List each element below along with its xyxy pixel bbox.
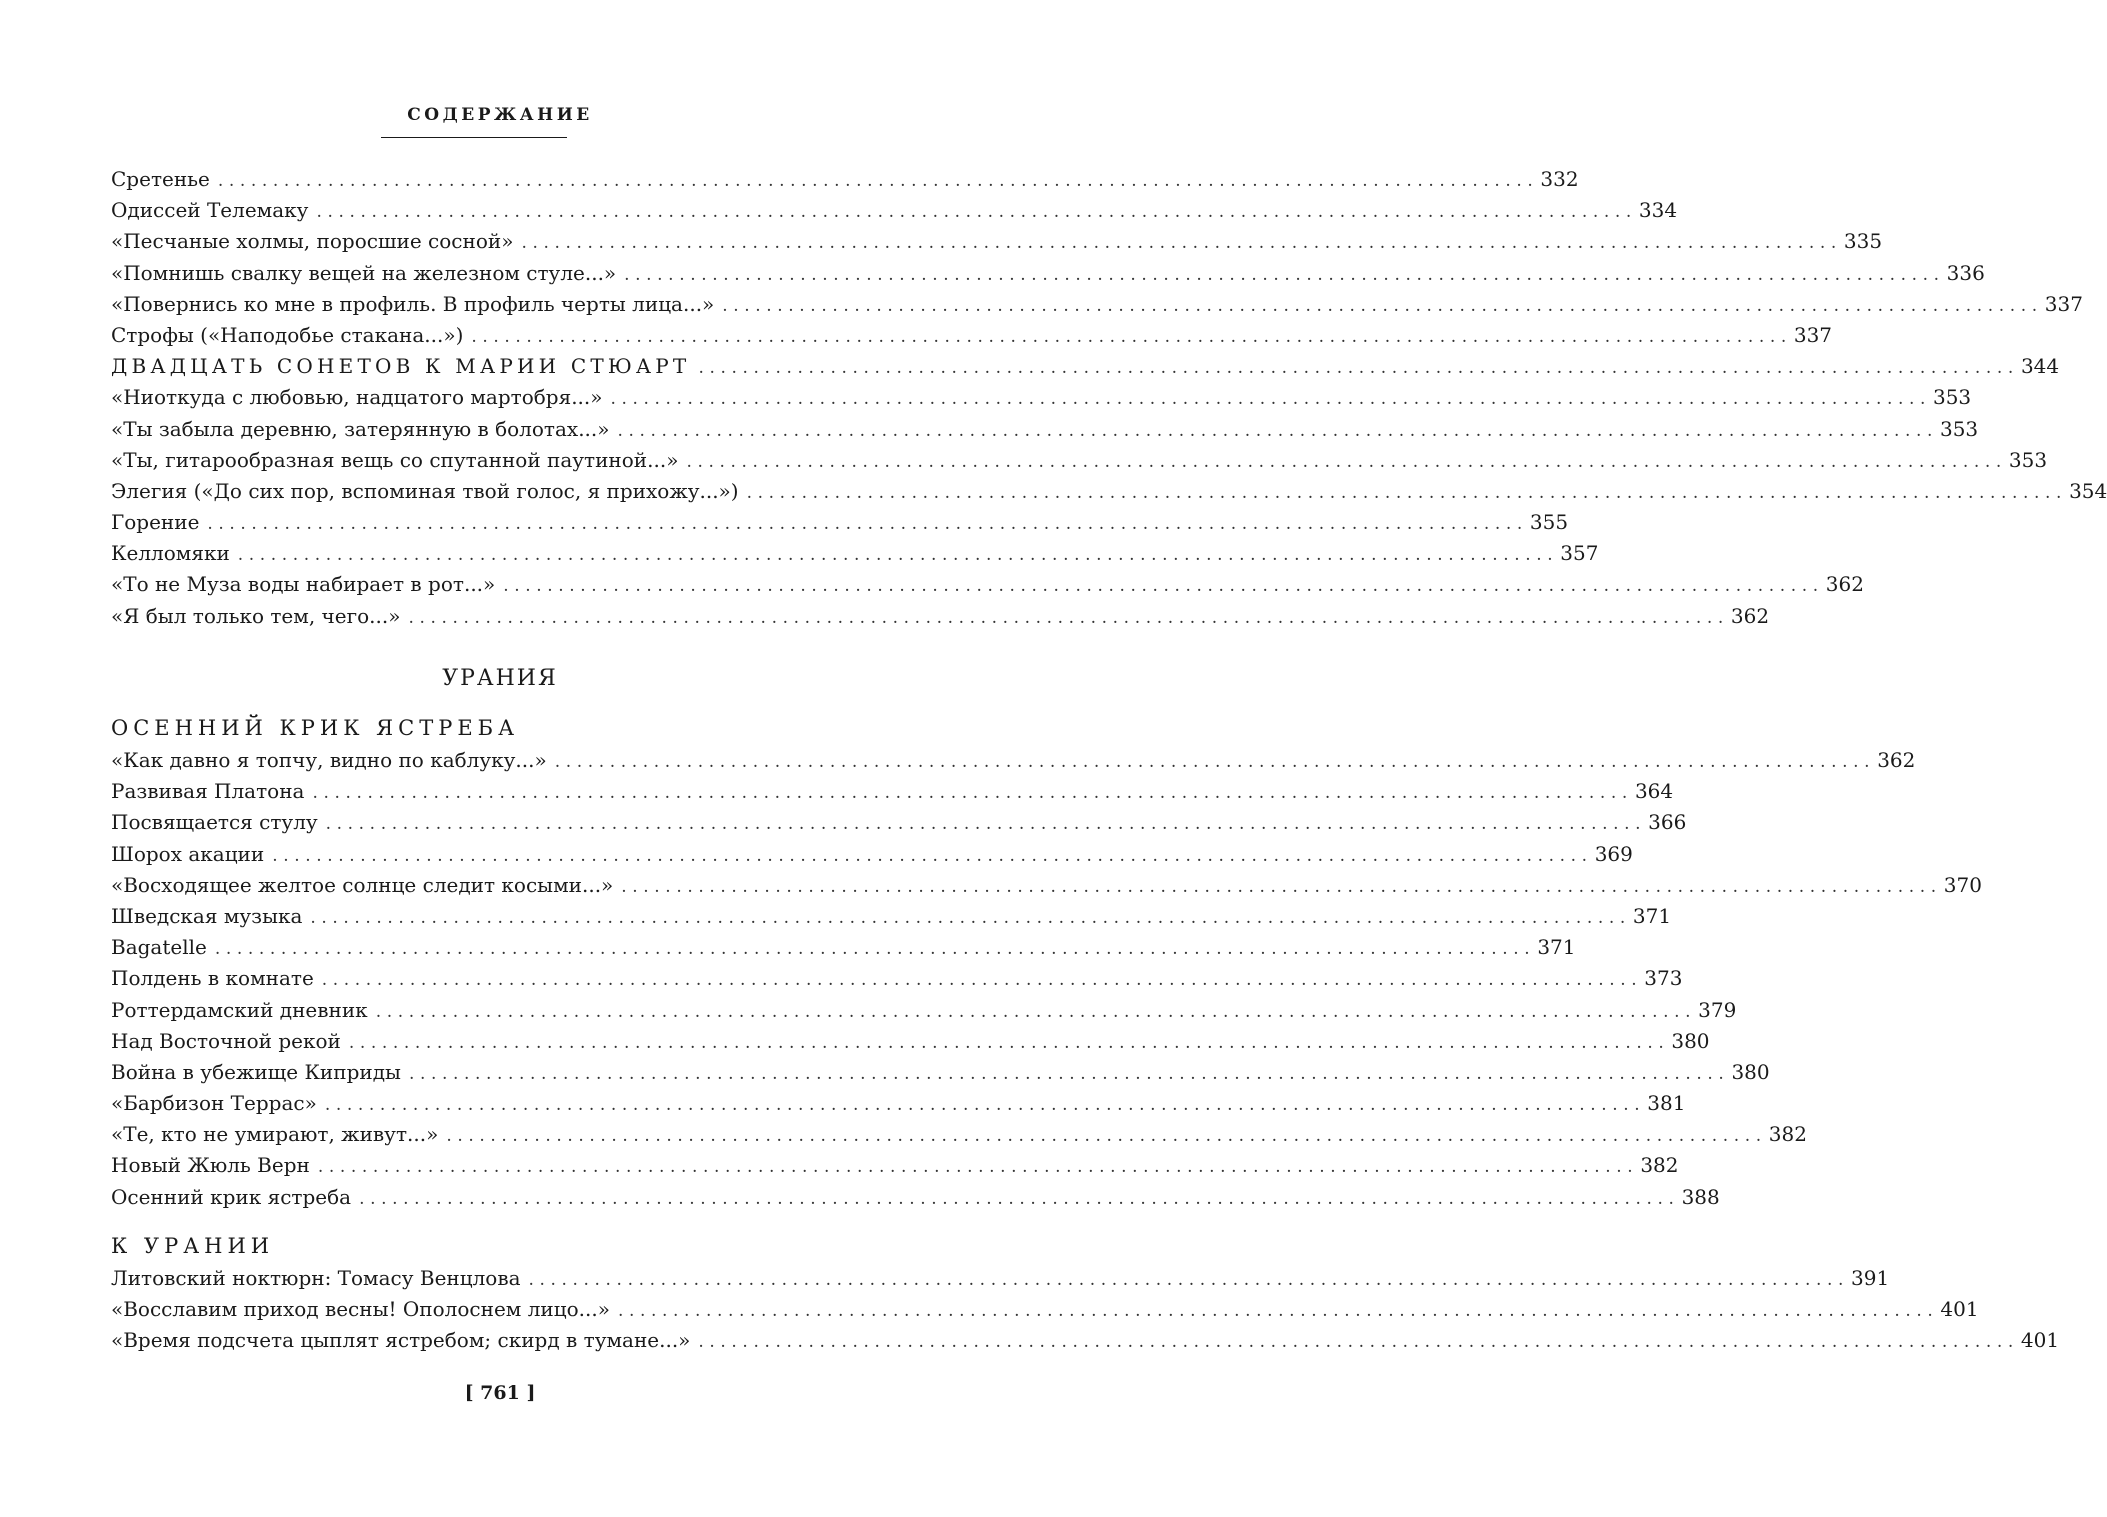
- header-rule: [381, 137, 567, 138]
- toc-dot-leader: ........................................................................................................................: [521, 233, 1842, 254]
- toc-entry-page: 371: [1537, 935, 1576, 960]
- toc-dot-leader: ........................................................................................................................: [698, 1332, 2019, 1353]
- toc-entry: [111, 167, 1579, 198]
- toc-entry-page: 370: [1943, 872, 1982, 897]
- toc-dot-leader: ........................................................................................................................: [624, 264, 1945, 285]
- toc-entry-title: «Восславим приход весны! Ополоснем лицо...»: [111, 1297, 610, 1322]
- toc-dot-leader: ........................................................................................................................: [408, 607, 1729, 628]
- toc-entry-title: «То не Муза воды набирает в рот...»: [111, 572, 496, 597]
- toc-dot-leader: ........................................................................................................................: [375, 1001, 1697, 1022]
- toc-entry-page: 381: [1647, 1091, 1686, 1116]
- toc-dot-leader: ........................................................................................................................: [610, 389, 1931, 410]
- toc-entry-page: 362: [1825, 572, 1864, 597]
- toc-entry-title: «Повернись ко мне в профиль. В профиль черты лица...»: [111, 291, 715, 316]
- toc-entry-title: «Те, кто не умирают, живут...»: [111, 1122, 439, 1147]
- toc-entry: [111, 1184, 1720, 1216]
- toc-entry-page: 337: [2044, 291, 2083, 316]
- toc-dot-leader: ........................................................................................................................: [722, 295, 2043, 316]
- toc-entry: [111, 229, 1883, 260]
- toc-entry-page: 355: [1529, 510, 1569, 535]
- toc-entry-title: «Помнишь свалку вещей на железном стуле...»: [111, 260, 617, 285]
- toc-dot-leader: ........................................................................................................................: [359, 1188, 1680, 1209]
- toc-entry-page: 353: [1939, 416, 1979, 441]
- toc-dot-leader: ........................................................................................................................: [310, 907, 1631, 928]
- toc-list-part3: [111, 1266, 2060, 1360]
- toc-entry: [111, 903, 1672, 935]
- toc-entry: [111, 872, 1982, 904]
- toc-entry: [111, 510, 1569, 541]
- toc-dot-leader: ........................................................................................................................: [746, 482, 2068, 503]
- toc-entry: [111, 841, 1633, 873]
- toc-dot-leader: ........................................................................................................................: [617, 420, 1938, 441]
- toc-entry-page: 357: [1560, 541, 1599, 566]
- toc-dot-leader: ........................................................................................................................: [528, 1270, 1849, 1290]
- toc-dot-leader: ........................................................................................................................: [617, 1301, 1939, 1322]
- toc-entry-page: 366: [1648, 810, 1687, 835]
- toc-dot-leader: ........................................................................................................................: [348, 1032, 1670, 1053]
- toc-entry-page: 353: [2008, 447, 2048, 472]
- toc-entry-title: Элегия («До сих пор, вспоминая твой голос, я прихожу...»): [111, 478, 739, 503]
- toc-dot-leader: ........................................................................................................................: [207, 514, 1528, 535]
- toc-dot-leader: ........................................................................................................................: [621, 876, 1942, 897]
- toc-entry-title: Над Восточной рекой: [111, 1028, 341, 1053]
- toc-entry-page: 380: [1671, 1028, 1710, 1053]
- toc-entry: [111, 447, 2048, 479]
- toc-entry-title: Осенний крик ястреба: [111, 1184, 352, 1209]
- toc-entry: [111, 198, 1678, 229]
- toc-entry: [111, 748, 1916, 779]
- toc-dot-leader: ........................................................................................................................: [321, 970, 1643, 991]
- toc-entry: [111, 385, 1972, 416]
- toc-entry-page: 353: [1932, 385, 1972, 410]
- toc-entry-page: 380: [1731, 1059, 1770, 1084]
- toc-entry-title: Роттердамский дневник: [111, 997, 368, 1022]
- toc-entry-title: «Я был только тем, чего...»: [111, 603, 401, 628]
- toc-entry: [111, 1028, 1710, 1060]
- toc-dot-leader: ........................................................................................................................: [237, 545, 1559, 566]
- toc-entry: [111, 354, 2060, 385]
- toc-entry-title: «Как давно я топчу, видно по каблуку...»: [111, 748, 547, 772]
- toc-entry-title: «Ниоткуда с любовью, надцатого мартобря...»: [111, 385, 603, 410]
- toc-entry: [111, 779, 1674, 810]
- toc-entry: [111, 1153, 1679, 1184]
- subsection-title-to-urania: К УРАНИИ: [111, 1234, 275, 1258]
- toc-entry-page: 388: [1681, 1184, 1720, 1209]
- toc-dot-leader: ........................................................................................................................: [272, 845, 1593, 866]
- toc-entry-page: 364: [1634, 779, 1674, 804]
- running-head: СОДЕРЖАНИЕ: [407, 105, 593, 125]
- toc-entry-page: 373: [1644, 966, 1683, 991]
- toc-entry: [111, 322, 1833, 354]
- toc-entry-page: 332: [1540, 167, 1579, 191]
- toc-entry: [111, 260, 1985, 292]
- toc-entry: [111, 291, 2083, 323]
- toc-entry-title: «Ты забыла деревню, затерянную в болотах...»: [111, 416, 610, 441]
- toc-entry: [111, 966, 1683, 997]
- section-title-urania: УРАНИЯ: [442, 666, 558, 691]
- toc-entry-title: Шорох акации: [111, 841, 265, 866]
- toc-list-part2: [111, 748, 1982, 1216]
- toc-entry-title: Строфы («Наподобье стакана...»): [111, 322, 464, 347]
- toc-entry: [111, 1091, 1686, 1122]
- toc-entry: [111, 997, 1737, 1029]
- toc-entry: [111, 1059, 1770, 1091]
- toc-entry: [111, 1297, 1979, 1328]
- toc-entry: [111, 935, 1576, 966]
- toc-dot-leader: ........................................................................................................................: [503, 576, 1824, 597]
- toc-entry-page: 336: [1946, 260, 1985, 285]
- toc-entry-title: «Ты, гитарообразная вещь со спутанной паутиной...»: [111, 447, 679, 472]
- toc-entry-page: 344: [2020, 354, 2060, 379]
- toc-entry-title: Полдень в комнате: [111, 966, 314, 991]
- toc-dot-leader: ........................................................................................................................: [316, 202, 1637, 223]
- toc-entry-title: «Время подсчета цыплят ястребом; скирд в тумане...»: [111, 1328, 691, 1353]
- toc-entry: [111, 1122, 1807, 1153]
- toc-entry-page: 382: [1768, 1122, 1807, 1147]
- toc-entry: [111, 1266, 1890, 1297]
- toc-dot-leader: ........................................................................................................................: [698, 358, 2019, 379]
- toc-list-part1: [111, 167, 2107, 635]
- toc-dot-leader: ........................................................................................................................: [408, 1063, 1730, 1084]
- toc-entry-page: 334: [1638, 198, 1678, 223]
- toc-entry-page: 379: [1698, 997, 1737, 1022]
- toc-entry-title: Шведская музыка: [111, 903, 303, 928]
- toc-entry-page: 369: [1594, 841, 1633, 866]
- toc-dot-leader: ........................................................................................................................: [446, 1126, 1767, 1147]
- toc-entry-title: Литовский ноктюрн: Томасу Венцлова: [111, 1266, 521, 1290]
- toc-entry-title: Одиссей Телемаку: [111, 198, 309, 223]
- toc-entry-title: Война в убежище Киприды: [111, 1059, 401, 1084]
- toc-entry: [111, 478, 2107, 510]
- toc-dot-leader: ........................................................................................................................: [324, 1095, 1646, 1116]
- toc-entry: [111, 603, 1770, 635]
- toc-entry-page: 362: [1730, 603, 1770, 628]
- toc-entry-page: 401: [2020, 1328, 2060, 1353]
- toc-entry-title: Келломяки: [111, 541, 230, 566]
- toc-entry-page: 337: [1793, 322, 1833, 347]
- toc-entry-title: «Восходящее желтое солнце следит косыми...»: [111, 872, 614, 897]
- toc-entry: [111, 541, 1599, 572]
- toc-dot-leader: ........................................................................................................................: [325, 814, 1647, 835]
- subsection-title-autumn-hawk: ОСЕННИЙ КРИК ЯСТРЕБА: [111, 716, 519, 740]
- toc-entry-page: 401: [1940, 1297, 1979, 1322]
- toc-entry: [111, 572, 1864, 603]
- toc-dot-leader: ........................................................................................................................: [686, 451, 2007, 472]
- toc-dot-leader: ........................................................................................................................: [312, 783, 1633, 804]
- toc-entry-title: Bagatelle: [111, 935, 207, 960]
- toc-dot-leader: ........................................................................................................................: [471, 326, 1792, 347]
- toc-entry-title: Сретенье: [111, 167, 210, 191]
- toc-dot-leader: ........................................................................................................................: [214, 939, 1536, 960]
- toc-entry-page: 362: [1877, 748, 1916, 772]
- toc-dot-leader: ........................................................................................................................: [317, 1157, 1639, 1178]
- toc-entry: [111, 1328, 2060, 1359]
- toc-entry-title: «Песчаные холмы, поросшие сосной»: [111, 229, 514, 254]
- toc-entry-title: Развивая Платона: [111, 779, 305, 804]
- toc-dot-leader: ........................................................................................................................: [554, 752, 1876, 772]
- toc-entry-page: 391: [1851, 1266, 1890, 1290]
- toc-entry-title: Горение: [111, 510, 200, 535]
- toc-entry: [111, 810, 1687, 841]
- toc-entry-page: 354: [2069, 478, 2107, 503]
- page-number: [ 761 ]: [464, 1382, 536, 1404]
- toc-entry-title: Новый Жюль Верн: [111, 1153, 310, 1178]
- toc-dot-leader: ........................................................................................................................: [217, 171, 1539, 191]
- toc-entry-page: 382: [1640, 1153, 1679, 1178]
- toc-entry-title: Посвящается стулу: [111, 810, 318, 835]
- toc-entry-page: 371: [1632, 903, 1672, 928]
- toc-entry-page: 335: [1843, 229, 1883, 254]
- toc-entry: [111, 416, 1979, 448]
- toc-entry-title: ДВАДЦАТЬ СОНЕТОВ К МАРИИ СТЮАРТ: [111, 354, 691, 379]
- toc-entry-title: «Барбизон Террас»: [111, 1091, 317, 1116]
